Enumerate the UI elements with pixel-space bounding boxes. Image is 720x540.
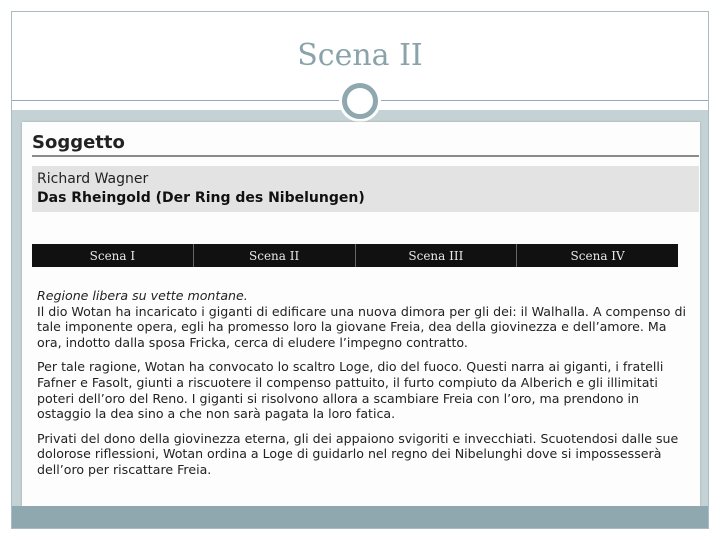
circle-ring-icon — [339, 80, 381, 122]
work-title: Das Rheingold (Der Ring des Nibelungen) — [37, 190, 365, 206]
scene-tabs — [32, 244, 678, 267]
heading-divider — [32, 155, 699, 157]
title-divider-left — [12, 100, 339, 101]
tab-scena-1[interactable]: Scena I — [32, 244, 194, 267]
tab-scena-2[interactable]: Scena II — [194, 244, 356, 267]
paragraph-text: Il dio Wotan ha incaricato i giganti di edificare una nuova dimora per gli dei: il Walhalla. A compenso di tale imponente opera, egli ha promesso loro la giovane Freia, dea della giovinezza e dell’amore. Ma ora, indotto dalla sposa Fricka, cerca di eludere l’impegno contratto. — [37, 303, 686, 350]
scene-setting: Regione libera su vette montane. — [37, 288, 248, 303]
tab-scena-3[interactable]: Scena III — [356, 244, 518, 267]
author-name: Richard Wagner — [37, 171, 149, 187]
embedded-screenshot — [22, 122, 700, 506]
bottom-band — [12, 506, 708, 528]
slide-title: Scena II — [297, 38, 423, 73]
work-info-box — [32, 166, 699, 212]
synopsis-paragraph-1 — [37, 288, 687, 350]
section-heading: Soggetto — [32, 132, 125, 153]
ring-shape — [342, 83, 378, 119]
synopsis-paragraph-2: Per tale ragione, Wotan ha convocato lo scaltro Loge, dio del fuoco. Questi narra ai giganti, i fratelli Fafner e Fasolt, giunti a riscuotere il compenso pattuito, il furto compiuto da Alberich e gli illimitati poteri dell’oro del Reno. I giganti si risolvono allora a scambiare Freia con l’oro, ma prendono in ostaggio la dea sino a che non sarà pagata la loro fatica. — [37, 359, 664, 422]
synopsis-text — [37, 288, 687, 487]
title-divider-right — [381, 100, 708, 101]
tab-scena-4[interactable]: Scena IV — [570, 248, 625, 263]
synopsis-paragraph-3: Privati del dono della giovinezza eterna, gli dei appaiono svigoriti e invecchiati. Scuotendosi dalle sue dolorose riflessioni, Wotan ordina a Loge di guidarlo nel regno dei Nibelunghi dove si impossesserà dell’oro per riscattare Freia. — [37, 430, 679, 477]
